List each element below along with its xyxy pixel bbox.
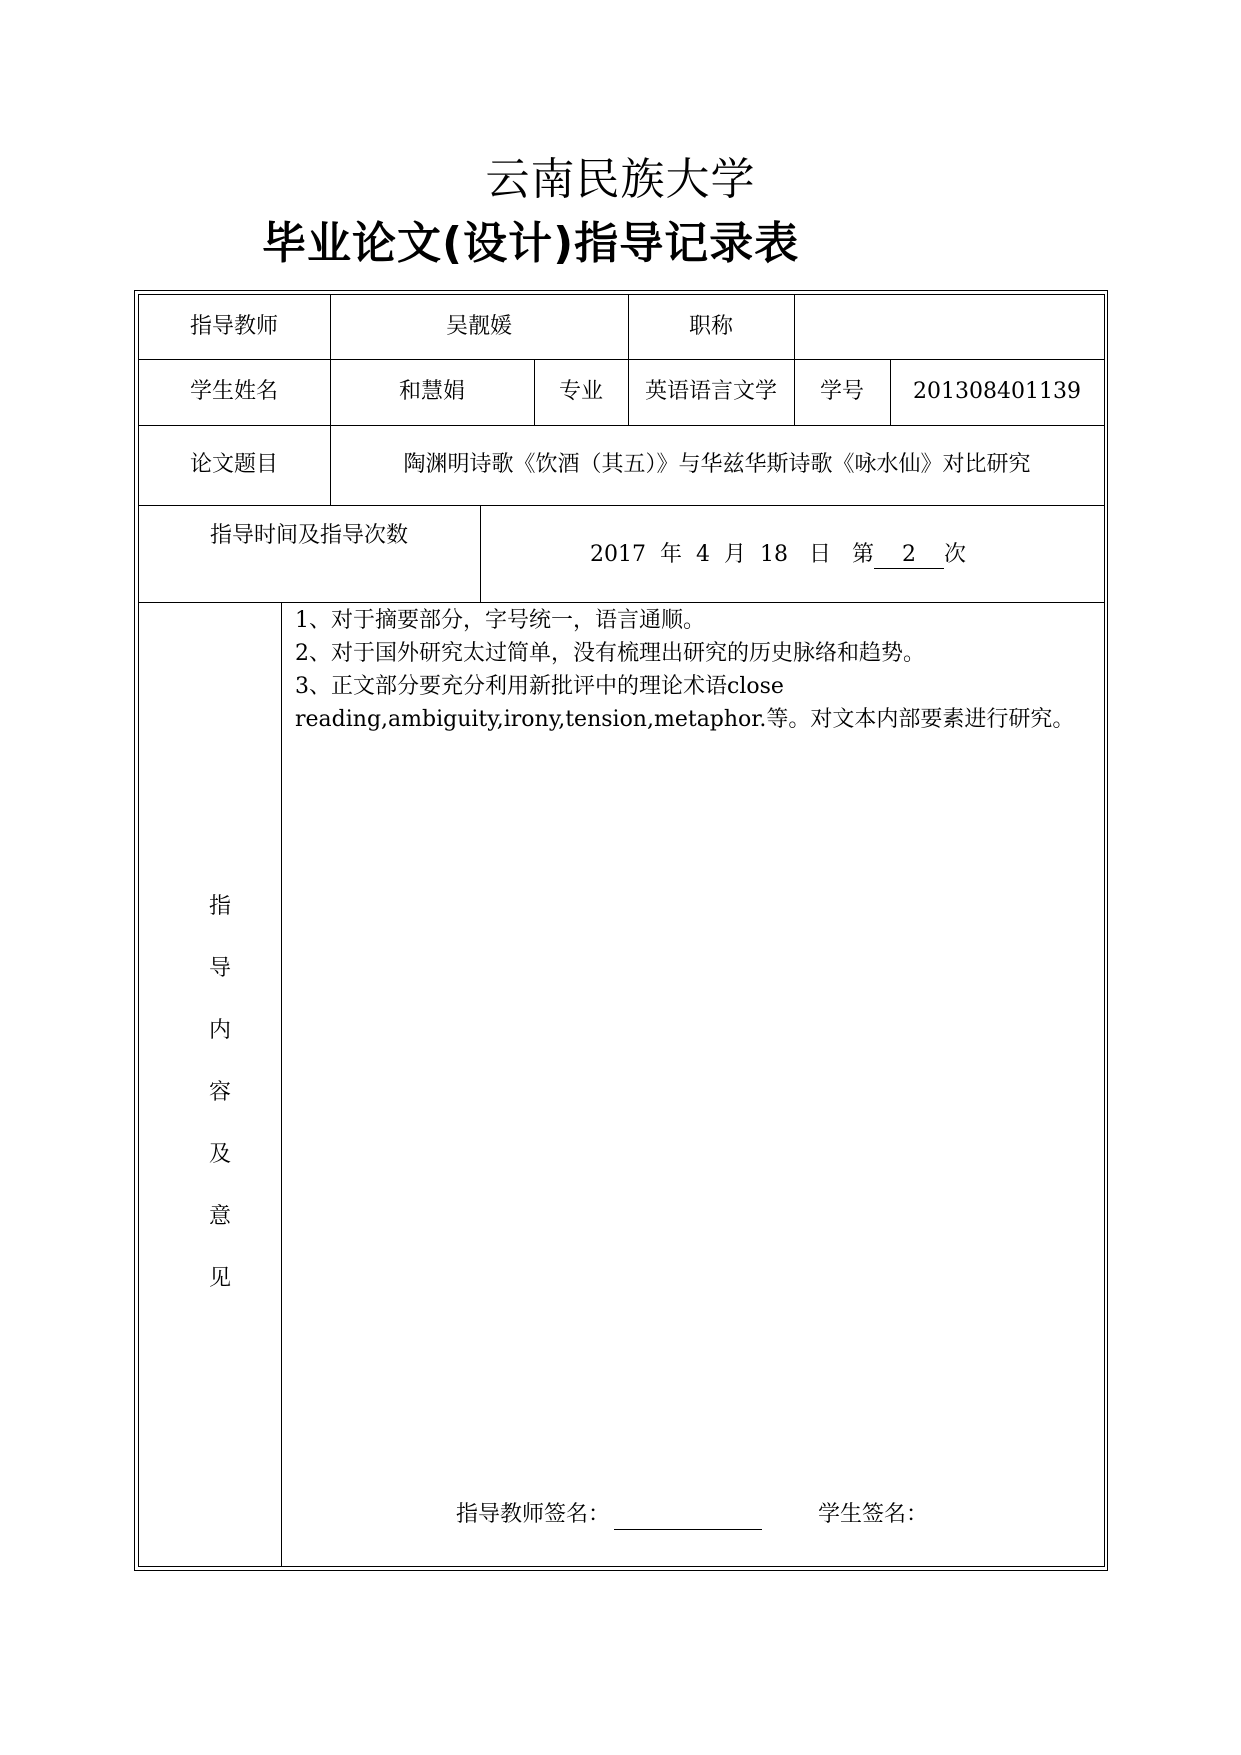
table-line xyxy=(281,602,282,1567)
major-label: 专业 xyxy=(558,379,603,404)
thesis-title: 陶渊明诗歌《饮酒（其五）》与华兹华斯诗歌《咏水仙》对比研究 xyxy=(403,452,1031,477)
advisor-signature-label: 指导教师签名： xyxy=(456,1502,611,1527)
content-line: 3、正文部分要充分利用新批评中的理论术语close xyxy=(295,674,784,699)
table-line xyxy=(1104,294,1105,1567)
student-id-label: 学号 xyxy=(819,379,864,404)
advisor-signature-blank[interactable] xyxy=(614,1503,762,1530)
title-rank-label: 职称 xyxy=(688,313,733,339)
guidance-count: 2 xyxy=(874,542,944,569)
advisor-name: 吴靓媛 xyxy=(445,313,512,339)
student-signature-label: 学生签名： xyxy=(818,1502,929,1527)
major-value: 英语语言文学 xyxy=(644,379,777,404)
content-label: 指 导 内 容 及 意 见 xyxy=(208,894,231,1291)
table-line xyxy=(480,505,481,603)
content-line: 2、对于国外研究太过简单，没有梳理出研究的历史脉络和趋势。 xyxy=(295,641,925,666)
university-title: 云南民族大学 xyxy=(485,154,756,205)
guidance-time-label: 指导时间及指导次数 xyxy=(209,523,408,548)
table-line xyxy=(138,1566,1105,1567)
title-rank-value xyxy=(794,294,1104,359)
guidance-date: 2017 年 4 月 18 日 第 2 次 xyxy=(590,542,967,567)
form-title: 毕业论文(设计)指导记录表 xyxy=(262,218,800,269)
guidance-content xyxy=(295,604,1095,736)
advisor-label: 指导教师 xyxy=(189,313,278,339)
advisor-signature xyxy=(456,1500,762,1530)
thesis-label: 论文题目 xyxy=(189,452,278,477)
student-name-label: 学生姓名 xyxy=(189,379,278,404)
student-name: 和慧娟 xyxy=(398,379,465,404)
table-line xyxy=(138,602,1105,603)
content-line: reading,ambiguity,irony,tension,metaphor.等。对文本内部要素进行研究。 xyxy=(295,707,1075,732)
table-line xyxy=(138,505,1105,506)
content-line: 1、对于摘要部分，字号统一，语言通顺。 xyxy=(295,608,705,633)
student-id-value: 201308401139 xyxy=(913,379,1081,404)
